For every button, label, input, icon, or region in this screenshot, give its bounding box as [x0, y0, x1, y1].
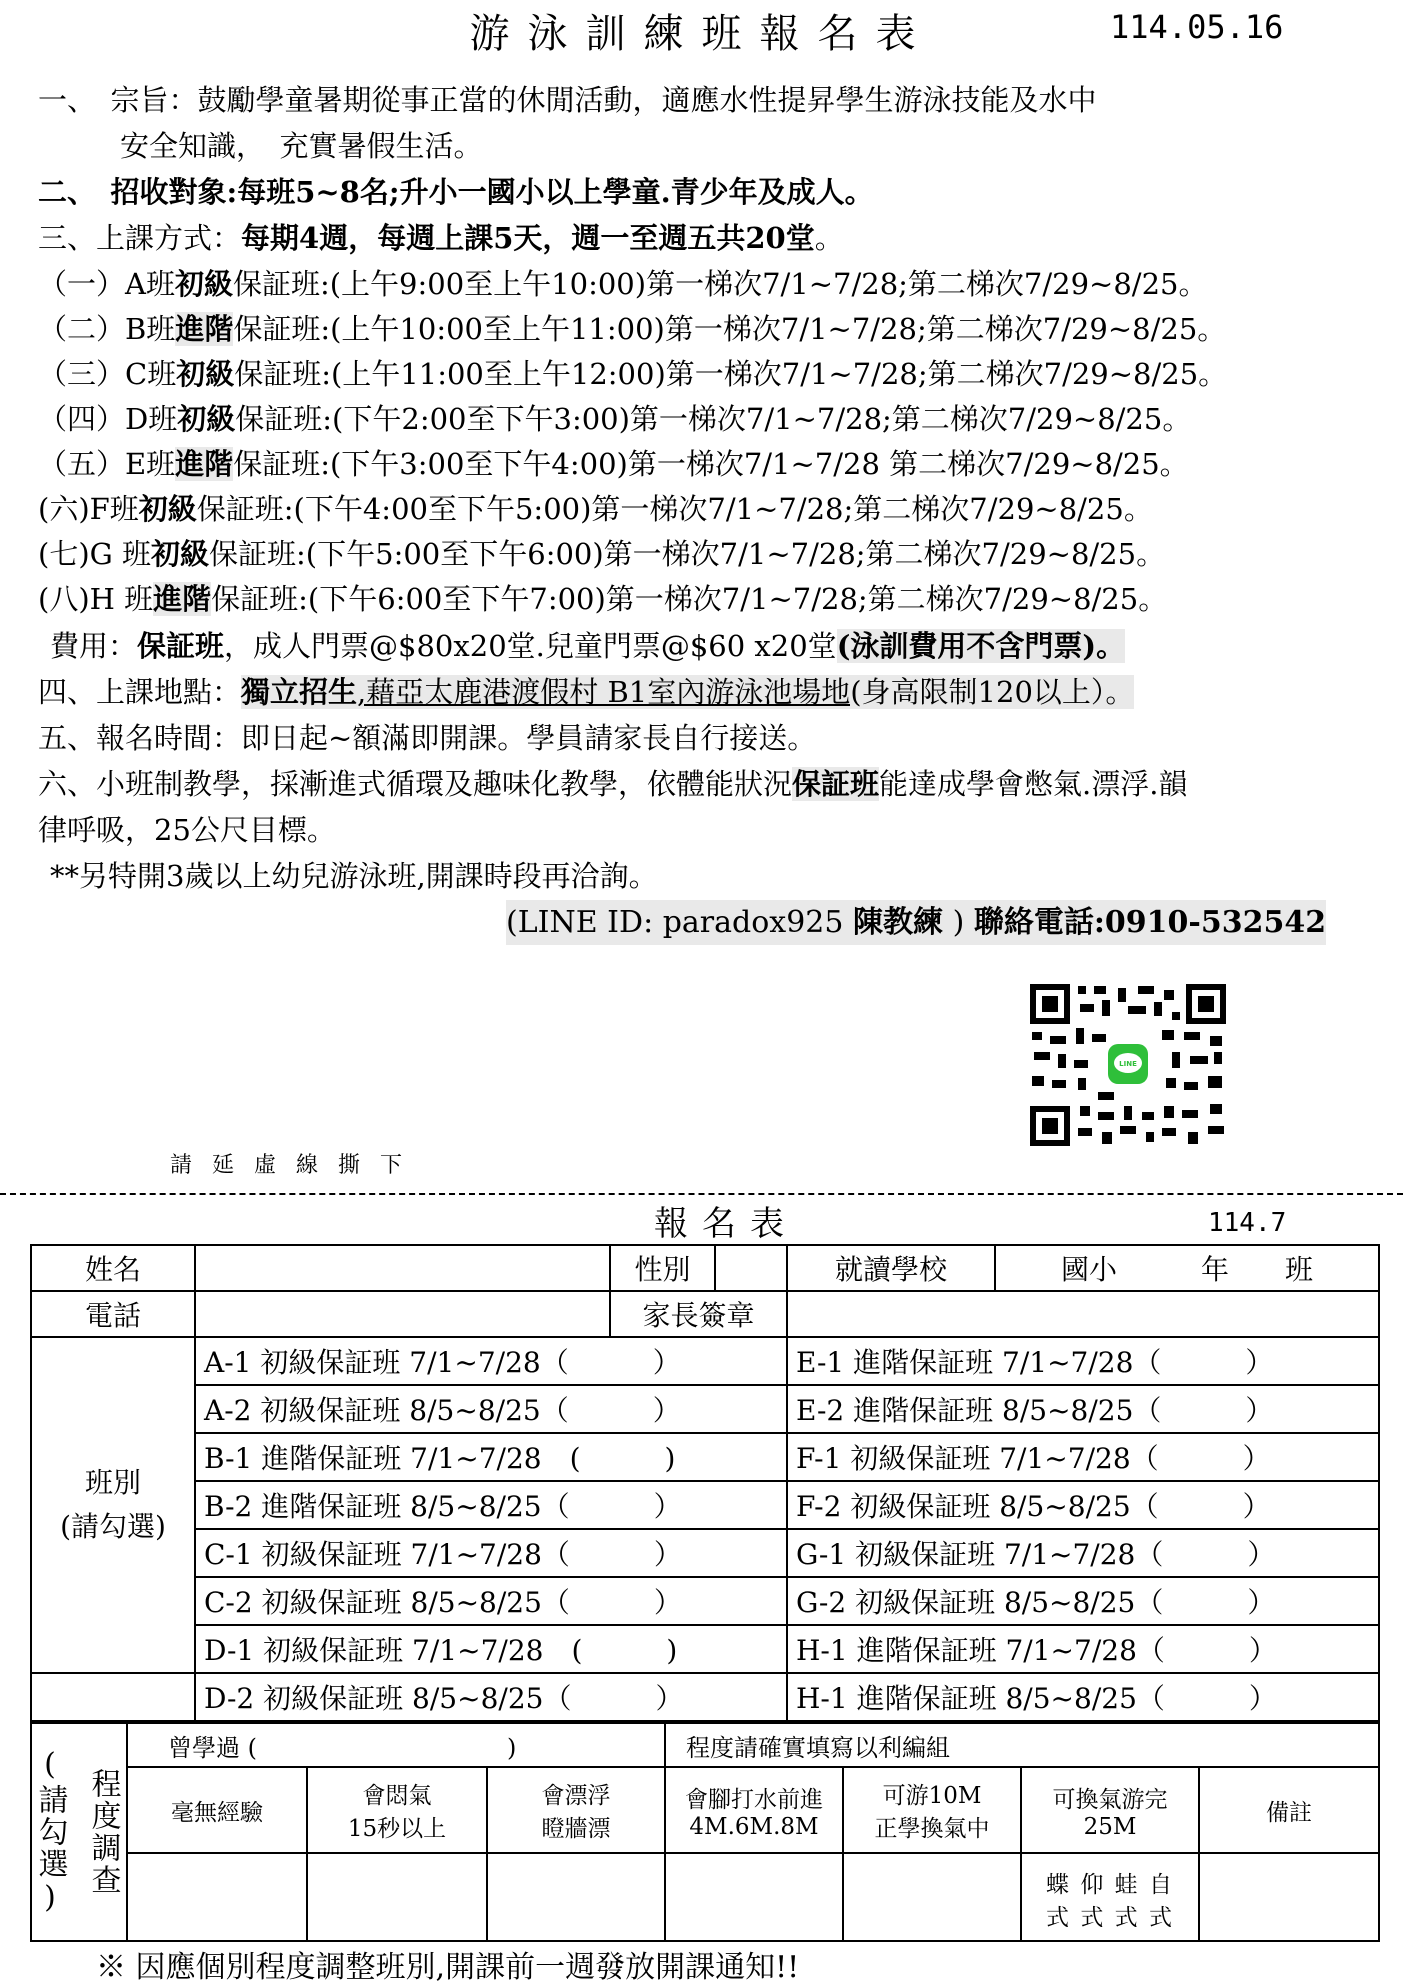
class-prefix: （一）A班 — [38, 267, 175, 301]
survey-col-l1: 備註 — [1266, 1799, 1312, 1826]
parent-signature-field[interactable] — [787, 1291, 1379, 1337]
school-field[interactable]: 國小 年 班 — [995, 1245, 1379, 1291]
location-label: 四、上課地點： — [38, 675, 242, 709]
survey-checkbox-cell[interactable] — [843, 1853, 1021, 1941]
class-level: 進階 — [153, 582, 212, 616]
class-detail: 保証班:(上午9:00至上午10:00)第一梯次7/1~7/28;第二梯次7/29~8/25。 — [232, 267, 1208, 301]
survey-note: 程度請確實填寫以利編組 — [665, 1723, 1379, 1767]
fee-line — [50, 624, 1125, 669]
location-bold: 獨立招生 — [241, 675, 358, 709]
teaching-text: 六、小班制教學，採漸進式循環及趣味化教學，依體能狀況 — [38, 767, 793, 801]
class-line — [38, 487, 1403, 532]
purpose-line-2: 安全知識， 充實暑假生活。 — [120, 129, 483, 163]
stroke-options[interactable] — [1021, 1853, 1199, 1941]
class-option[interactable]: A-1 初級保証班 7/1~7/28（ ） — [195, 1337, 787, 1385]
class-line — [38, 397, 1403, 442]
line-logo-text: LINE — [1119, 1060, 1137, 1068]
survey-checkbox-cell[interactable] — [487, 1853, 665, 1941]
purpose-line-1: 一、 宗旨：鼓勵學童暑期從事正當的休閒活動，適應水性提昇學生游泳技能及水中 — [38, 83, 1097, 117]
class-option[interactable]: H-1 進階保証班 8/5~8/25（ ） — [787, 1673, 1379, 1721]
survey-col-header — [665, 1767, 843, 1853]
teaching-bold: 保証班 — [792, 767, 880, 801]
class-detail: 保証班:(下午4:00至下午5:00)第一梯次7/1~7/28;第二梯次7/29~8/25。 — [196, 492, 1153, 526]
method-label: 三、上課方式： — [38, 221, 242, 255]
class-level: 進階 — [175, 312, 234, 346]
survey-col-header — [127, 1767, 307, 1853]
survey-col-header — [1021, 1767, 1199, 1853]
class-option[interactable]: H-1 進階保証班 7/1~7/28（ ） — [787, 1625, 1379, 1673]
survey-side-label-text: 程度調查 — [85, 1768, 121, 1896]
survey-checkbox-cell[interactable] — [665, 1853, 843, 1941]
class-option[interactable]: C-2 初級保証班 8/5~8/25（ ） — [195, 1577, 787, 1625]
form-date: 114.7 — [1208, 1208, 1287, 1238]
gender-field[interactable] — [715, 1245, 787, 1291]
class-select-label — [31, 1337, 195, 1673]
target-bold: 升小一國小以上學童.青少年及成人。 — [399, 175, 874, 209]
class-option[interactable]: C-1 初級保証班 7/1~7/28（ ） — [195, 1529, 787, 1577]
coach-name: 陳教練 — [853, 905, 944, 940]
class-line — [38, 532, 1403, 577]
class-detail: 保証班:(上午11:00至上午12:00)第一梯次7/1~7/28;第二梯次7/29~8/25。 — [234, 357, 1228, 391]
phone-label: 電話 — [31, 1291, 195, 1337]
learned-before-label: 曾學過 ( — [168, 1733, 257, 1762]
stroke-options-row1: 蝶 仰 蛙 自 — [1046, 1872, 1174, 1898]
survey-checkbox-cell[interactable] — [307, 1853, 487, 1941]
survey-col-header — [487, 1767, 665, 1853]
class-detail: 保証班:(下午6:00至下午7:00)第一梯次7/1~7/28;第二梯次7/29~8/25。 — [211, 582, 1168, 616]
class-line — [38, 307, 1403, 352]
location-venue: ,藉亞太鹿港渡假村 B1室內游泳池場地 — [357, 675, 851, 709]
target-line — [38, 170, 874, 215]
fee-note: (泳訓費用不含門票)。 — [836, 629, 1126, 663]
toddler-note: **另特開3歲以上幼兒游泳班,開課時段再洽詢。 — [50, 859, 658, 893]
name-field[interactable] — [195, 1245, 610, 1291]
class-detail: 保証班:(下午5:00至下午6:00)第一梯次7/1~7/28;第二梯次7/29~8/25。 — [209, 537, 1166, 571]
target-label: 二、 招收對象:每班5~8名; — [38, 175, 400, 209]
class-detail: 保証班:(下午2:00至下午3:00)第一梯次7/1~7/28;第二梯次7/29~8/25。 — [235, 402, 1192, 436]
class-list — [38, 262, 1403, 622]
survey-col-l1: 會悶氣 — [362, 1783, 432, 1809]
class-level: 進階 — [175, 447, 234, 481]
survey-col-header — [307, 1767, 487, 1853]
survey-col-l2: 25M — [1083, 1813, 1137, 1840]
class-prefix: (六)F班 — [38, 492, 139, 526]
class-prefix: （三）C班 — [38, 357, 177, 391]
qr-code-icon — [1028, 982, 1228, 1148]
teaching-text-2: 能達成學會憋氣.漂浮.韻 — [879, 767, 1188, 801]
class-prefix: (八)H 班 — [38, 582, 154, 616]
location-line — [38, 670, 1134, 715]
class-line — [38, 577, 1403, 622]
class-prefix: （四）D班 — [38, 402, 178, 436]
class-select-label-2: (請勾選) — [60, 1510, 166, 1543]
survey-col-header — [1199, 1767, 1379, 1853]
survey-col-header — [843, 1767, 1021, 1853]
survey-col-l1: 會腳打水前進 — [685, 1786, 823, 1813]
document-date: 114.05.16 — [1110, 8, 1284, 46]
learned-before-field[interactable] — [127, 1723, 665, 1767]
survey-col-l1: 會漂浮 — [541, 1783, 611, 1809]
class-select-label-1: 班別 — [84, 1466, 141, 1499]
method-bold: 每期4週，每週上課5天，週一至週五共20堂 — [241, 221, 815, 255]
class-line — [38, 442, 1403, 487]
class-option[interactable]: A-2 初級保証班 8/5~8/25（ ） — [195, 1385, 787, 1433]
line-id: (LINE ID: paradox925 — [506, 905, 844, 940]
class-select-label-empty — [31, 1673, 195, 1721]
class-prefix: （二）B班 — [38, 312, 176, 346]
survey-side-label — [85, 1723, 127, 1941]
method-line — [38, 216, 844, 261]
gender-label: 性別 — [610, 1245, 715, 1291]
class-detail: 保証班:(下午3:00至下午4:00)第一梯次7/1~7/28 第二梯次7/29~8/25。 — [233, 447, 1189, 481]
teaching-line-1 — [38, 762, 1187, 807]
class-line — [38, 262, 1403, 307]
survey-col-l2: 4M.6M.8M — [689, 1813, 819, 1840]
class-option[interactable]: D-2 初級保証班 8/5~8/25（ ） — [195, 1673, 787, 1721]
name-label: 姓名 — [31, 1245, 195, 1291]
contact-line — [506, 900, 1326, 945]
phone-field[interactable] — [195, 1291, 610, 1337]
fee-bold: 保証班 — [137, 629, 225, 663]
fee-detail: ，成人門票@$80x20堂.兒童門票@$60 x20堂 — [224, 629, 837, 663]
level-survey-table — [30, 1722, 1380, 1942]
teaching-line-2: 律呼吸，25公尺目標。 — [38, 813, 336, 847]
class-option[interactable]: B-2 進階保証班 8/5~8/25（ ） — [195, 1481, 787, 1529]
page-title: 游泳訓練班報名表 — [469, 11, 934, 57]
survey-remarks-cell[interactable] — [1199, 1853, 1379, 1941]
class-option[interactable]: G-2 初級保証班 8/5~8/25（ ） — [787, 1577, 1379, 1625]
class-option[interactable]: F-1 初級保証班 7/1~7/28（ ） — [787, 1433, 1379, 1481]
registration-time: 五、報名時間：即日起~額滿即開課。學員請家長自行接送。 — [38, 721, 817, 755]
class-level: 初級 — [138, 492, 197, 526]
tear-line — [0, 1193, 1403, 1195]
survey-col-l1: 毫無經驗 — [171, 1799, 263, 1826]
survey-side-paren — [31, 1723, 85, 1941]
class-level: 初級 — [174, 267, 233, 301]
parent-signature-label: 家長簽章 — [610, 1291, 787, 1337]
survey-col-l1: 可換氣游完 — [1052, 1786, 1168, 1813]
survey-col-l1: 可游10M — [882, 1783, 982, 1809]
class-level: 初級 — [176, 357, 235, 391]
class-line — [38, 352, 1403, 397]
survey-col-l2: 15秒以上 — [347, 1816, 447, 1842]
survey-checkbox-cell[interactable] — [127, 1853, 307, 1941]
class-level: 初級 — [177, 402, 236, 436]
class-prefix: （五）E班 — [38, 447, 176, 481]
fee-label: 費用： — [50, 629, 138, 663]
survey-col-l2: 瞪牆漂 — [541, 1816, 611, 1842]
method-end: 。 — [814, 221, 844, 255]
survey-side-paren-text: (請勾選) — [32, 1747, 68, 1917]
contact-phone: 聯絡電話:0910-532542 — [973, 905, 1327, 940]
contact-close: ) — [952, 905, 965, 940]
form-title: 報名表 — [654, 1204, 798, 1244]
class-option[interactable]: E-1 進階保証班 7/1~7/28（ ） — [787, 1337, 1379, 1385]
class-option[interactable]: B-1 進階保証班 7/1~7/28 ( ) — [195, 1433, 787, 1481]
class-prefix: (七)G 班 — [38, 537, 152, 571]
class-option[interactable]: D-1 初級保証班 7/1~7/28 ( ) — [195, 1625, 787, 1673]
class-option[interactable]: G-1 初級保証班 7/1~7/28（ ） — [787, 1529, 1379, 1577]
footer-note: ※ 因應個別程度調整班別,開課前一週發放開課通知!! — [96, 1950, 800, 1985]
class-level: 初級 — [151, 537, 210, 571]
tear-instruction: 請延虛線撕下 — [170, 1153, 423, 1178]
class-detail: 保証班:(上午10:00至上午11:00)第一梯次7/1~7/28;第二梯次7/29~8/25。 — [233, 312, 1227, 346]
stroke-options-row2: 式 式 式 式 — [1046, 1905, 1174, 1931]
location-height-limit: (身高限制120以上）。 — [850, 675, 1135, 709]
class-option[interactable]: F-2 初級保証班 8/5~8/25（ ） — [787, 1481, 1379, 1529]
survey-col-l2: 正學換氣中 — [874, 1816, 990, 1842]
class-option[interactable]: E-2 進階保証班 8/5~8/25（ ） — [787, 1385, 1379, 1433]
registration-table — [30, 1244, 1380, 1722]
learned-before-close: ) — [507, 1733, 517, 1762]
school-label: 就讀學校 — [787, 1245, 995, 1291]
